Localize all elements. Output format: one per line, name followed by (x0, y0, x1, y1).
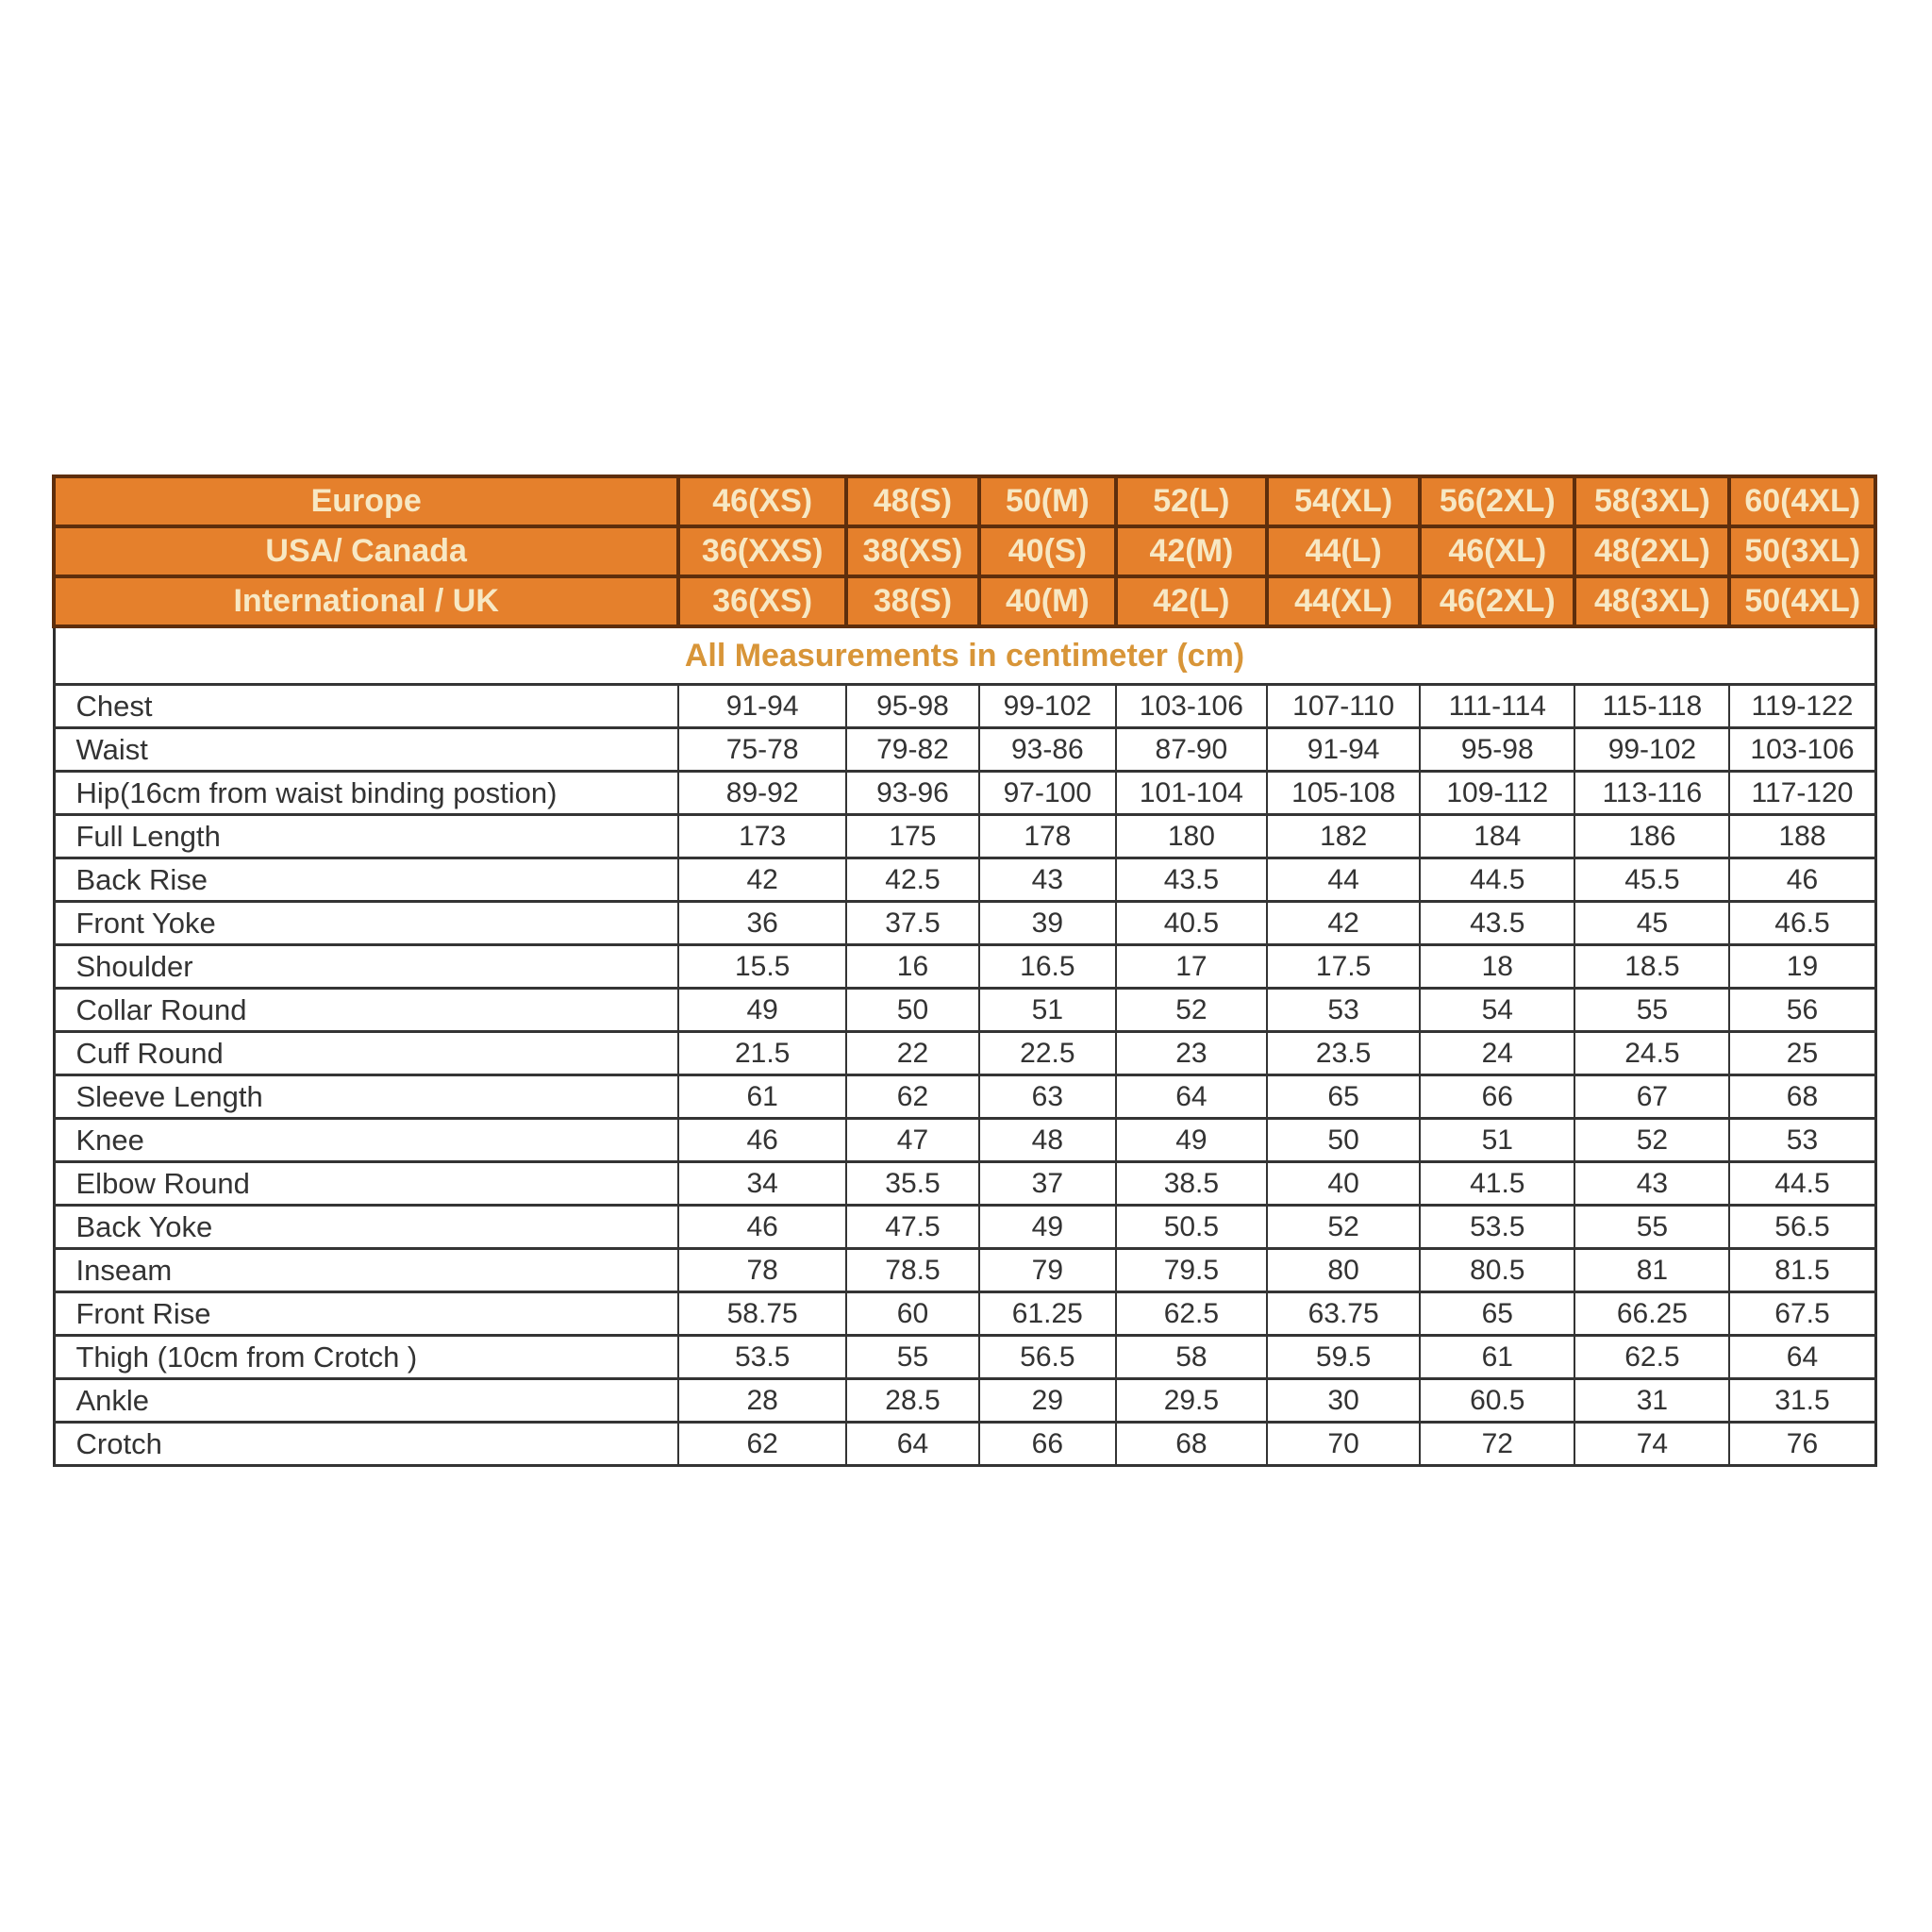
size-cell: 46(2XL) (1420, 576, 1574, 626)
measurement-row (54, 1292, 1875, 1336)
measurement-label: Elbow Round (54, 1162, 678, 1206)
measurement-value: 43.5 (1116, 858, 1267, 902)
measurement-value: 75-78 (678, 728, 846, 772)
measurement-value: 107-110 (1267, 685, 1420, 728)
measurement-label: Back Rise (54, 858, 678, 902)
size-cell: 38(S) (846, 576, 979, 626)
measurement-value: 65 (1267, 1075, 1420, 1119)
measurement-value: 56.5 (979, 1336, 1116, 1379)
measurement-value: 49 (678, 989, 846, 1032)
measurement-value: 184 (1420, 815, 1574, 858)
measurement-value: 42 (1267, 902, 1420, 945)
measurement-value: 28.5 (846, 1379, 979, 1423)
measurement-value: 28 (678, 1379, 846, 1423)
size-cell: 54(XL) (1267, 476, 1420, 526)
measurement-value: 91-94 (1267, 728, 1420, 772)
measurement-value: 29 (979, 1379, 1116, 1423)
measurement-value: 65 (1420, 1292, 1574, 1336)
size-cell: 40(S) (979, 526, 1116, 576)
measurement-label: Collar Round (54, 989, 678, 1032)
measurement-value: 48 (979, 1119, 1116, 1162)
measurement-value: 42.5 (846, 858, 979, 902)
measurement-label: Knee (54, 1119, 678, 1162)
measurement-value: 109-112 (1420, 772, 1574, 815)
measurement-value: 70 (1267, 1423, 1420, 1466)
measurement-value: 61 (678, 1075, 846, 1119)
measurement-label: Full Length (54, 815, 678, 858)
measurement-value: 103-106 (1729, 728, 1875, 772)
measurement-value: 17 (1116, 945, 1267, 989)
measurement-value: 72 (1420, 1423, 1574, 1466)
measurement-value: 15.5 (678, 945, 846, 989)
measurement-value: 99-102 (1574, 728, 1729, 772)
measurement-value: 44.5 (1420, 858, 1574, 902)
size-cell: 36(XS) (678, 576, 846, 626)
measurement-row (54, 945, 1875, 989)
size-cell: 56(2XL) (1420, 476, 1574, 526)
measurement-label: Back Yoke (54, 1206, 678, 1249)
measurement-row (54, 1032, 1875, 1075)
measurement-value: 79.5 (1116, 1249, 1267, 1292)
measurement-value: 95-98 (1420, 728, 1574, 772)
measurement-row (54, 1075, 1875, 1119)
measurement-value: 37 (979, 1162, 1116, 1206)
measurement-value: 52 (1116, 989, 1267, 1032)
measurement-value: 60 (846, 1292, 979, 1336)
measurement-value: 55 (1574, 1206, 1729, 1249)
measurement-value: 78 (678, 1249, 846, 1292)
measurement-value: 63.75 (1267, 1292, 1420, 1336)
measurement-row (54, 902, 1875, 945)
measurement-row (54, 685, 1875, 728)
size-cell: 48(2XL) (1574, 526, 1729, 576)
measurement-value: 30 (1267, 1379, 1420, 1423)
measurement-value: 79 (979, 1249, 1116, 1292)
measurement-value: 46 (678, 1206, 846, 1249)
measurement-value: 182 (1267, 815, 1420, 858)
measurement-value: 39 (979, 902, 1116, 945)
measurement-value: 76 (1729, 1423, 1875, 1466)
measurement-value: 61.25 (979, 1292, 1116, 1336)
measurement-value: 50.5 (1116, 1206, 1267, 1249)
measurement-label: Shoulder (54, 945, 678, 989)
measurement-value: 52 (1267, 1206, 1420, 1249)
measurement-label: Hip(16cm from waist binding postion) (54, 772, 678, 815)
measurement-value: 18 (1420, 945, 1574, 989)
measurement-value: 53 (1267, 989, 1420, 1032)
size-cell: 46(XL) (1420, 526, 1574, 576)
measurement-value: 50 (846, 989, 979, 1032)
measurement-value: 40.5 (1116, 902, 1267, 945)
measurement-value: 53 (1729, 1119, 1875, 1162)
size-cell: 50(3XL) (1729, 526, 1875, 576)
measurement-value: 66 (1420, 1075, 1574, 1119)
measurement-value: 78.5 (846, 1249, 979, 1292)
measurement-value: 44.5 (1729, 1162, 1875, 1206)
measurement-value: 188 (1729, 815, 1875, 858)
header-row (54, 476, 1875, 526)
measurement-value: 16.5 (979, 945, 1116, 989)
measurement-value: 97-100 (979, 772, 1116, 815)
size-cell: 42(L) (1116, 576, 1267, 626)
measurement-value: 58 (1116, 1336, 1267, 1379)
size-cell: 60(4XL) (1729, 476, 1875, 526)
measurement-value: 23 (1116, 1032, 1267, 1075)
measurement-value: 79-82 (846, 728, 979, 772)
measurement-value: 29.5 (1116, 1379, 1267, 1423)
measurement-label: Sleeve Length (54, 1075, 678, 1119)
size-chart-table (52, 475, 1877, 1467)
measurement-value: 52 (1574, 1119, 1729, 1162)
region-label: USA/ Canada (54, 526, 678, 576)
measurement-value: 66 (979, 1423, 1116, 1466)
measurement-value: 64 (1729, 1336, 1875, 1379)
measurement-value: 45.5 (1574, 858, 1729, 902)
measurement-value: 18.5 (1574, 945, 1729, 989)
measurement-value: 31.5 (1729, 1379, 1875, 1423)
measurement-value: 63 (979, 1075, 1116, 1119)
measurement-value: 61 (1420, 1336, 1574, 1379)
measurement-value: 50 (1267, 1119, 1420, 1162)
measurement-value: 186 (1574, 815, 1729, 858)
measurement-value: 45 (1574, 902, 1729, 945)
measurement-value: 101-104 (1116, 772, 1267, 815)
size-cell: 38(XS) (846, 526, 979, 576)
measurement-value: 43 (1574, 1162, 1729, 1206)
measurement-value: 24 (1420, 1032, 1574, 1075)
measurement-row (54, 1206, 1875, 1249)
measurement-value: 42 (678, 858, 846, 902)
measurement-value: 23.5 (1267, 1032, 1420, 1075)
measurement-value: 89-92 (678, 772, 846, 815)
measurement-value: 58.75 (678, 1292, 846, 1336)
measurement-label: Waist (54, 728, 678, 772)
measurement-value: 49 (1116, 1119, 1267, 1162)
measurement-value: 81 (1574, 1249, 1729, 1292)
measurement-value: 117-120 (1729, 772, 1875, 815)
measurement-value: 21.5 (678, 1032, 846, 1075)
measurement-value: 34 (678, 1162, 846, 1206)
measurement-value: 74 (1574, 1423, 1729, 1466)
measurement-row (54, 772, 1875, 815)
size-cell: 46(XS) (678, 476, 846, 526)
size-cell: 44(XL) (1267, 576, 1420, 626)
measurement-value: 64 (846, 1423, 979, 1466)
measurement-value: 103-106 (1116, 685, 1267, 728)
measurement-value: 62.5 (1574, 1336, 1729, 1379)
measurement-value: 111-114 (1420, 685, 1574, 728)
size-cell: 36(XXS) (678, 526, 846, 576)
measurement-value: 87-90 (1116, 728, 1267, 772)
measurement-value: 51 (1420, 1119, 1574, 1162)
measurement-value: 44 (1267, 858, 1420, 902)
header-row (54, 526, 1875, 576)
measurement-value: 105-108 (1267, 772, 1420, 815)
region-label: International / UK (54, 576, 678, 626)
measurement-value: 43 (979, 858, 1116, 902)
measurement-value: 99-102 (979, 685, 1116, 728)
size-cell: 48(S) (846, 476, 979, 526)
measurements-note: All Measurements in centimeter (cm) (54, 626, 1875, 685)
measurement-value: 55 (846, 1336, 979, 1379)
measurement-label: Crotch (54, 1423, 678, 1466)
measurement-value: 41.5 (1420, 1162, 1574, 1206)
measurement-value: 17.5 (1267, 945, 1420, 989)
measurement-row (54, 1249, 1875, 1292)
measurement-row (54, 815, 1875, 858)
measurement-value: 62 (678, 1423, 846, 1466)
measurement-value: 46 (678, 1119, 846, 1162)
size-cell: 52(L) (1116, 476, 1267, 526)
measurement-value: 64 (1116, 1075, 1267, 1119)
measurement-value: 40 (1267, 1162, 1420, 1206)
measurement-value: 60.5 (1420, 1379, 1574, 1423)
measurement-value: 31 (1574, 1379, 1729, 1423)
size-cell: 48(3XL) (1574, 576, 1729, 626)
measurement-value: 80.5 (1420, 1249, 1574, 1292)
measurement-value: 68 (1116, 1423, 1267, 1466)
measurement-value: 80 (1267, 1249, 1420, 1292)
measurement-value: 66.25 (1574, 1292, 1729, 1336)
measurement-value: 51 (979, 989, 1116, 1032)
measurement-row (54, 1119, 1875, 1162)
size-chart-body (54, 476, 1875, 1466)
measurement-value: 47.5 (846, 1206, 979, 1249)
measurement-value: 81.5 (1729, 1249, 1875, 1292)
size-cell: 50(M) (979, 476, 1116, 526)
measurement-value: 178 (979, 815, 1116, 858)
measurement-value: 53.5 (678, 1336, 846, 1379)
measurement-value: 54 (1420, 989, 1574, 1032)
measurement-value: 25 (1729, 1032, 1875, 1075)
measurement-value: 46.5 (1729, 902, 1875, 945)
measurement-value: 62 (846, 1075, 979, 1119)
measurement-label: Cuff Round (54, 1032, 678, 1075)
note-row (54, 626, 1875, 685)
measurement-value: 43.5 (1420, 902, 1574, 945)
size-cell: 40(M) (979, 576, 1116, 626)
measurement-row (54, 728, 1875, 772)
size-chart-container (52, 475, 1877, 1467)
measurement-value: 53.5 (1420, 1206, 1574, 1249)
measurement-value: 93-96 (846, 772, 979, 815)
measurement-label: Chest (54, 685, 678, 728)
measurement-label: Ankle (54, 1379, 678, 1423)
measurement-label: Thigh (10cm from Crotch ) (54, 1336, 678, 1379)
size-cell: 50(4XL) (1729, 576, 1875, 626)
measurement-value: 55 (1574, 989, 1729, 1032)
measurement-row (54, 1379, 1875, 1423)
measurement-value: 46 (1729, 858, 1875, 902)
measurement-value: 36 (678, 902, 846, 945)
measurement-value: 37.5 (846, 902, 979, 945)
measurement-value: 180 (1116, 815, 1267, 858)
measurement-value: 59.5 (1267, 1336, 1420, 1379)
measurement-value: 56.5 (1729, 1206, 1875, 1249)
measurement-value: 91-94 (678, 685, 846, 728)
size-cell: 44(L) (1267, 526, 1420, 576)
measurement-value: 22.5 (979, 1032, 1116, 1075)
measurement-value: 49 (979, 1206, 1116, 1249)
measurement-value: 115-118 (1574, 685, 1729, 728)
measurement-value: 19 (1729, 945, 1875, 989)
measurement-value: 47 (846, 1119, 979, 1162)
measurement-row (54, 1336, 1875, 1379)
header-row (54, 576, 1875, 626)
measurement-value: 95-98 (846, 685, 979, 728)
measurement-value: 35.5 (846, 1162, 979, 1206)
measurement-value: 173 (678, 815, 846, 858)
measurement-label: Front Yoke (54, 902, 678, 945)
measurement-value: 175 (846, 815, 979, 858)
measurement-row (54, 1423, 1875, 1466)
measurement-value: 68 (1729, 1075, 1875, 1119)
measurement-value: 119-122 (1729, 685, 1875, 728)
size-cell: 42(M) (1116, 526, 1267, 576)
measurement-row (54, 989, 1875, 1032)
measurement-value: 93-86 (979, 728, 1116, 772)
measurement-row (54, 1162, 1875, 1206)
measurement-value: 24.5 (1574, 1032, 1729, 1075)
region-label: Europe (54, 476, 678, 526)
measurement-value: 62.5 (1116, 1292, 1267, 1336)
measurement-value: 67.5 (1729, 1292, 1875, 1336)
measurement-value: 16 (846, 945, 979, 989)
measurement-value: 113-116 (1574, 772, 1729, 815)
size-cell: 58(3XL) (1574, 476, 1729, 526)
measurement-label: Inseam (54, 1249, 678, 1292)
measurement-label: Front Rise (54, 1292, 678, 1336)
measurement-value: 22 (846, 1032, 979, 1075)
measurement-value: 38.5 (1116, 1162, 1267, 1206)
measurement-row (54, 858, 1875, 902)
measurement-value: 56 (1729, 989, 1875, 1032)
measurement-value: 67 (1574, 1075, 1729, 1119)
